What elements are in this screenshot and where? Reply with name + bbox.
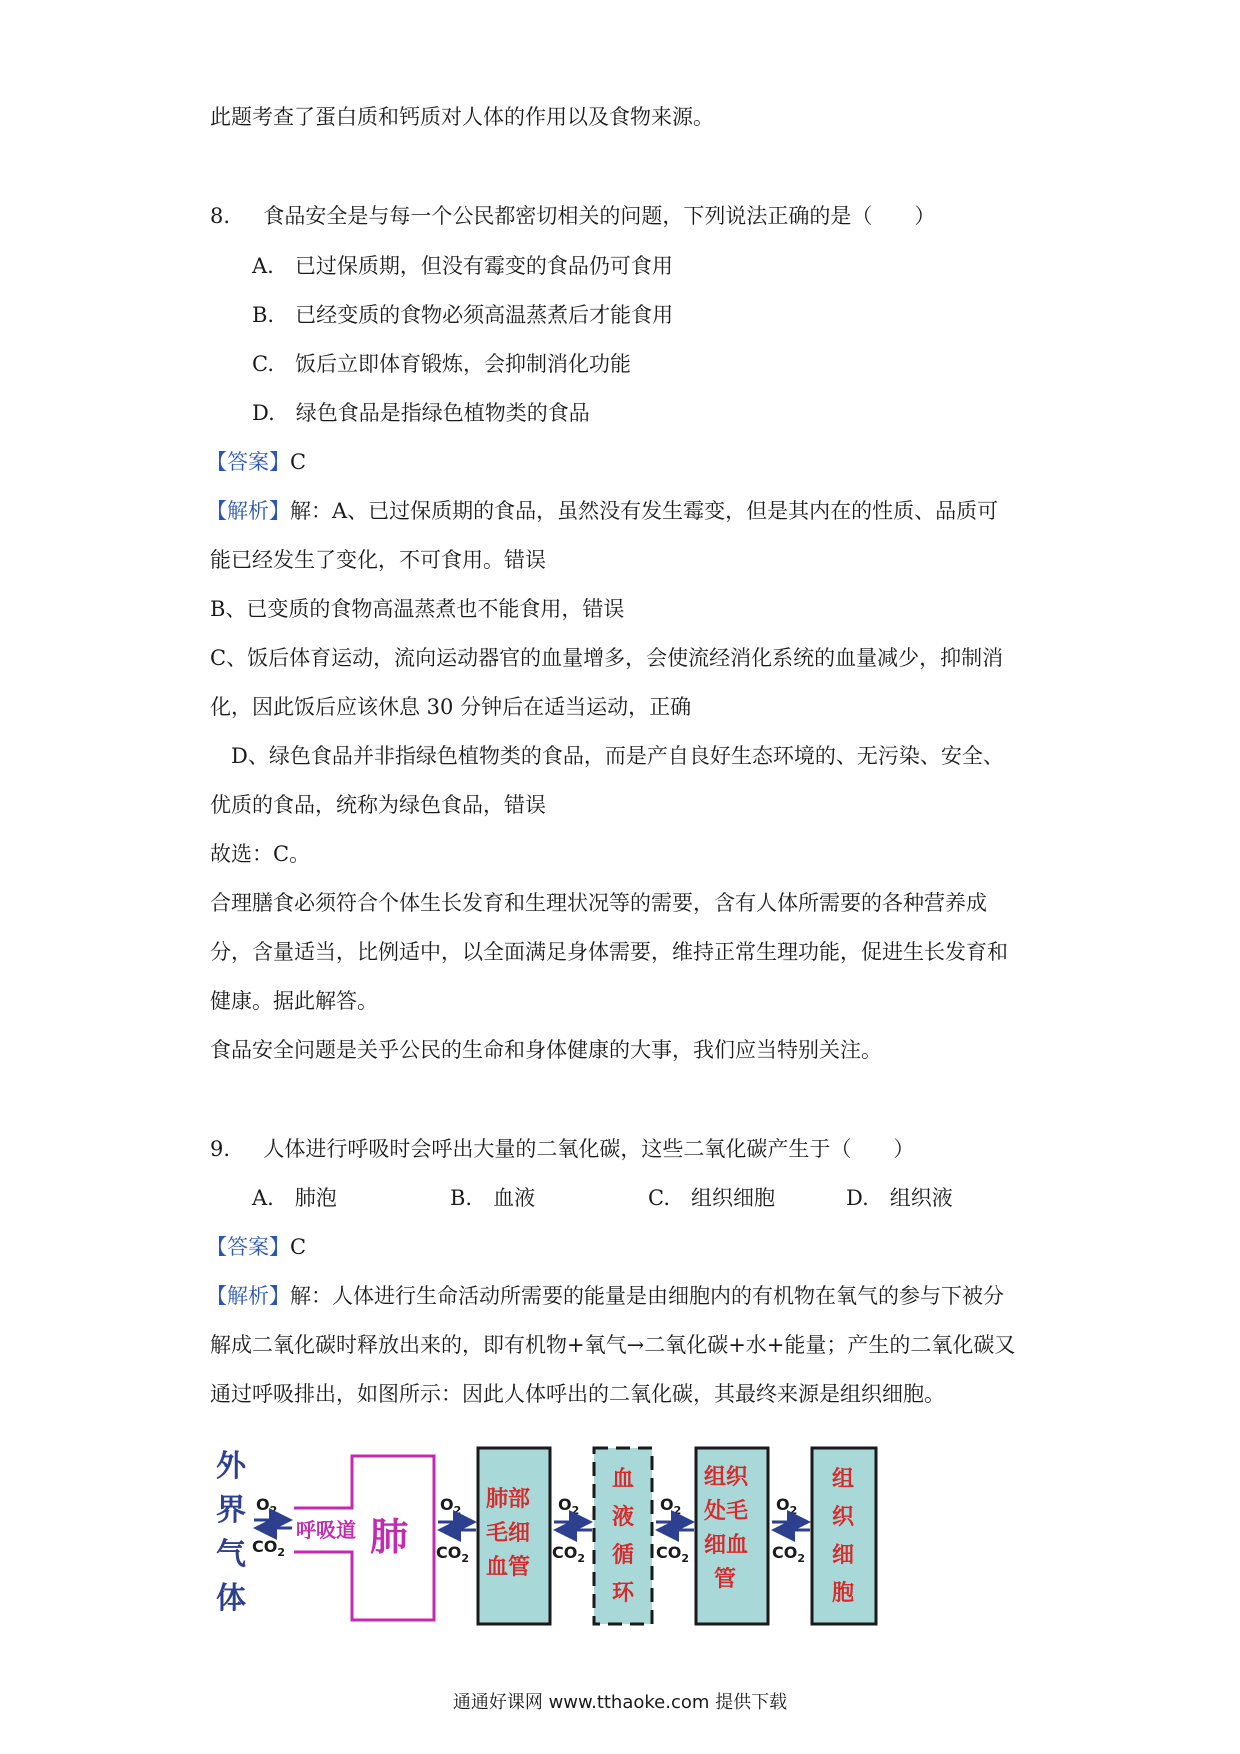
svg-text:O2: $O_2$: [660, 1495, 682, 1517]
svg-text:CO2: $CO_2$: [552, 1543, 585, 1565]
svg-text:O2: $O_2$: [776, 1495, 798, 1517]
q9-analysis-line-1: [206, 1281, 1004, 1311]
analysis-tag: 【解析】: [206, 499, 290, 523]
q9-answer: [206, 1232, 306, 1262]
q9-option-c: C. 组织细胞: [648, 1186, 775, 1210]
q8-option-a: A. 已过保质期，但没有霉变的食品仍可食用: [252, 254, 673, 278]
q8-analysis-line-11: 健康。据此解答。: [210, 989, 378, 1013]
q8-analysis-line-5: 化，因此饭后应该休息 30 分钟后在适当运动，正确: [210, 695, 692, 719]
q8-stem: [210, 201, 935, 231]
lung-capillary-label: [486, 1486, 530, 1580]
q8-analysis-line-2: 能已经发生了变化，不可食用。错误: [210, 548, 546, 572]
q8-option-d: D. 绿色食品是指绿色植物类的食品: [252, 401, 590, 425]
svg-text:CO2: $CO_2$: [436, 1543, 469, 1565]
svg-text:体: 体: [216, 1581, 246, 1616]
q9-analysis-line-2: 解成二氧化碳时释放出来的，即有机物+氧气→二氧化碳+水+能量；产生的二氧化碳又: [210, 1333, 1016, 1357]
q8-number: 8.: [210, 204, 231, 228]
svg-text:CO2: $CO_2$: [656, 1543, 689, 1565]
lung-label: 肺: [370, 1514, 409, 1559]
q8-stem-text: 食品安全是与每一个公民都密切相关的问题，下列说法正确的是（ ）: [263, 204, 936, 228]
svg-text:O2: $O_2$: [558, 1495, 580, 1517]
q9-number: 9.: [210, 1137, 231, 1161]
gas-exchange-lung-capillary: [436, 1495, 476, 1565]
gas-exchange-air-airway: [252, 1495, 292, 1559]
svg-text:肺部: 肺部: [486, 1486, 531, 1512]
q8-analysis-line-9: 合理膳食必须符合个体生长发育和生理状况等的需要，含有人体所需要的各种营养成: [210, 891, 987, 915]
q8-analysis-line-8: 故选：C。: [210, 842, 311, 866]
svg-text:界: 界: [216, 1493, 246, 1528]
q9-analysis-line-3: 通过呼吸排出，如图所示：因此人体呼出的二氧化碳，其最终来源是组织细胞。: [210, 1382, 945, 1406]
q9-stem: [210, 1134, 914, 1164]
svg-text:循: 循: [612, 1542, 635, 1568]
analysis-text: 解：A、已过保质期的食品，虽然没有发生霉变，但是其内在的性质、品质可: [290, 499, 999, 523]
svg-text:细血: 细血: [704, 1532, 749, 1558]
q9-option-b: B. 血液: [450, 1186, 536, 1210]
q8-analysis-line-3: B、已变质的食物高温蒸煮也不能食用，错误: [210, 597, 625, 621]
q8-analysis-line-6: D、绿色食品并非指绿色植物类的食品，而是产自良好生态环境的、无污染、安全、: [210, 744, 1004, 768]
svg-text:O2: $O_2$: [440, 1495, 462, 1517]
gas-exchange-blood-tissue-capillary: [656, 1495, 694, 1565]
analysis-text: 解：人体进行生命活动所需要的能量是由细胞内的有机物在氧气的参与下被分: [290, 1284, 1004, 1308]
answer-tag: 【答案】: [206, 450, 290, 474]
svg-text:织: 织: [832, 1504, 855, 1530]
q8-analysis-line-1: [206, 496, 998, 526]
svg-text:毛细: 毛细: [486, 1520, 531, 1546]
svg-text:血管: 血管: [486, 1554, 531, 1580]
gas-exchange-capillary-cell: [772, 1495, 810, 1565]
answer-value: C: [290, 450, 307, 474]
respiration-co2-diagram: [212, 1440, 882, 1636]
answer-value: C: [290, 1235, 307, 1259]
q8-analysis-line-10: 分，含量适当，比例适中，以全面满足身体需要，维持正常生理功能，促进生长发育和: [210, 940, 1008, 964]
q9-option-a: A. 肺泡: [252, 1186, 337, 1210]
q8-answer: [206, 447, 306, 477]
svg-text:液: 液: [612, 1504, 635, 1530]
answer-tag: 【答案】: [206, 1235, 290, 1259]
gas-exchange-capillary-blood: [552, 1495, 592, 1565]
svg-text:气: 气: [216, 1537, 246, 1572]
svg-text:CO2: $CO_2$: [772, 1543, 805, 1565]
svg-text:CO2: $CO_2$: [252, 1537, 285, 1559]
svg-text:O2: $O_2$: [256, 1495, 278, 1517]
svg-text:环: 环: [612, 1580, 635, 1606]
svg-text:处毛: 处毛: [704, 1498, 749, 1524]
svg-text:管: 管: [714, 1566, 737, 1592]
q8-analysis-line-12: 食品安全问题是关乎公民的生命和身体健康的大事，我们应当特别关注。: [210, 1038, 882, 1062]
svg-text:胞: 胞: [832, 1580, 855, 1606]
q8-analysis-line-4: C、饭后体育运动，流向运动器官的血量增多，会使流经消化系统的血量减少，抑制消: [210, 646, 1004, 670]
q8-option-b: B. 已经变质的食物必须高温蒸煮后才能食用: [252, 303, 674, 327]
svg-text:细: 细: [832, 1542, 855, 1568]
q9-option-d: D. 组织液: [846, 1186, 953, 1210]
q9-stem-text: 人体进行呼吸时会呼出大量的二氧化碳，这些二氧化碳产生于（ ）: [263, 1137, 915, 1161]
intro-end-text: 此题考查了蛋白质和钙质对人体的作用以及食物来源。: [210, 105, 714, 129]
outside-air-label: [216, 1449, 247, 1616]
svg-text:外: 外: [216, 1449, 246, 1484]
svg-text:组织: 组织: [704, 1464, 749, 1490]
q8-option-c: C. 饭后立即体育锻炼，会抑制消化功能: [252, 352, 631, 376]
page-footer: 通通好课网 www.tthaoke.com 提供下载: [452, 1692, 788, 1713]
analysis-tag: 【解析】: [206, 1284, 290, 1308]
svg-text:血: 血: [612, 1466, 635, 1492]
q8-analysis-line-7: 优质的食品，统称为绿色食品，错误: [210, 793, 546, 817]
svg-text:组: 组: [832, 1466, 855, 1492]
airway-label: 呼吸道: [296, 1518, 356, 1542]
